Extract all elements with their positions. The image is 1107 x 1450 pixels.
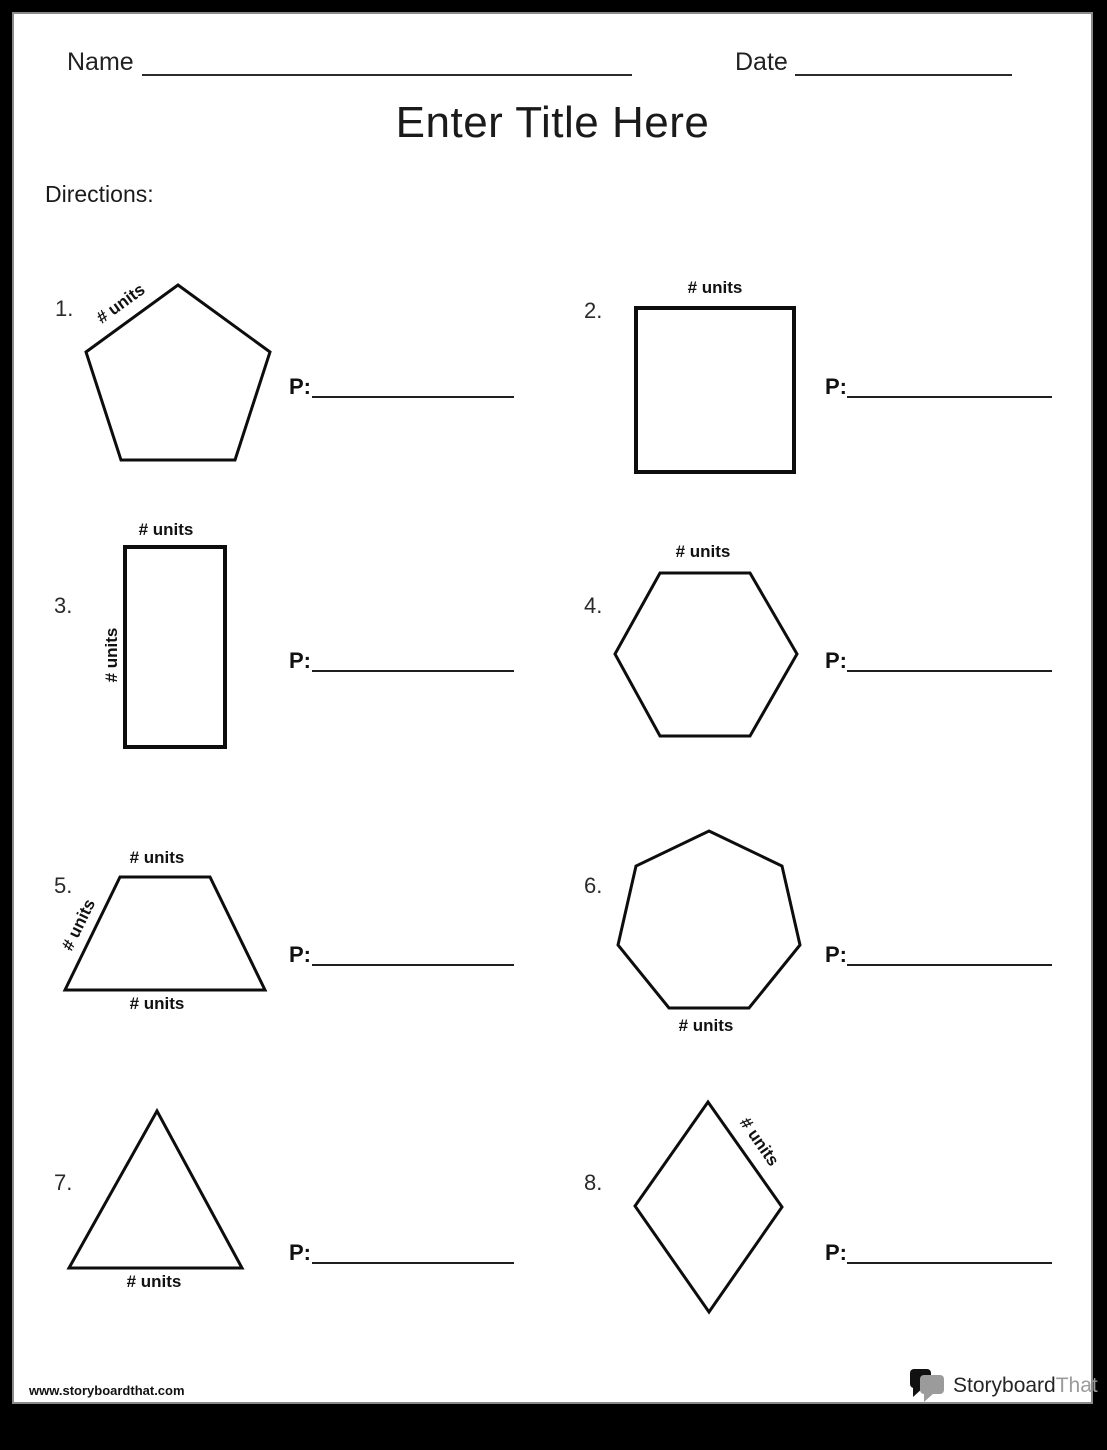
perimeter-answer-line[interactable] <box>312 944 514 966</box>
name-input-line[interactable] <box>142 74 632 76</box>
date-label: Date <box>735 48 788 76</box>
unit-label: # units <box>138 520 194 539</box>
triangle-outline <box>64 1106 246 1274</box>
perimeter-label: P: <box>825 942 847 967</box>
footer-website-url: www.storyboardthat.com <box>29 1383 185 1398</box>
unit-label: # units <box>57 895 100 954</box>
date-input-line[interactable] <box>795 74 1012 76</box>
perimeter-answer-line[interactable] <box>847 376 1052 398</box>
problem-number: 4. <box>584 593 603 618</box>
perimeter-answer-line[interactable] <box>312 1242 514 1264</box>
worksheet-page <box>12 12 1098 1404</box>
directions-label: Directions: <box>45 181 154 207</box>
name-label: Name <box>67 48 134 76</box>
perimeter-label: P: <box>289 1240 311 1265</box>
unit-label: # units <box>678 1016 734 1035</box>
unit-label: # units <box>126 1272 182 1291</box>
heptagon-outline <box>613 826 803 1014</box>
perimeter-label: P: <box>825 1240 847 1265</box>
perimeter-answer-line[interactable] <box>847 944 1052 966</box>
perimeter-answer-line[interactable] <box>847 650 1052 672</box>
problem-number: 2. <box>584 298 603 323</box>
unit-label: # units <box>92 279 149 328</box>
problem-number: 5. <box>54 873 73 898</box>
perimeter-answer-line[interactable] <box>312 650 514 672</box>
problem-number: 3. <box>54 593 73 618</box>
unit-label: # units <box>102 627 121 683</box>
problem-number: 8. <box>584 1170 603 1195</box>
perimeter-label: P: <box>825 648 847 673</box>
problem-number: 7. <box>54 1170 73 1195</box>
problem-number: 6. <box>584 873 603 898</box>
perimeter-answer-line[interactable] <box>312 376 514 398</box>
rectangle-outline <box>121 543 229 751</box>
rhombus-outline <box>629 1096 789 1318</box>
perimeter-label: P: <box>289 648 311 673</box>
unit-label: # units <box>129 848 185 867</box>
perimeter-answer-line[interactable] <box>847 1242 1052 1264</box>
hexagon-outline <box>611 569 801 740</box>
logo-text-storyboard: Storyboard <box>953 1374 1056 1397</box>
speech-bubbles-icon <box>909 1368 947 1404</box>
unit-label: # units <box>675 542 731 561</box>
logo-text-that: That <box>1055 1374 1098 1397</box>
unit-label: # units <box>735 1113 783 1170</box>
page-title[interactable]: Enter Title Here <box>395 98 710 147</box>
problem-number: 1. <box>55 296 74 321</box>
storyboardthat-logo <box>909 1368 1098 1404</box>
perimeter-label: P: <box>289 942 311 967</box>
perimeter-label: P: <box>289 374 311 399</box>
square-outline <box>632 304 798 476</box>
unit-label: # units <box>129 994 185 1013</box>
perimeter-label: P: <box>825 374 847 399</box>
unit-label: # units <box>687 278 743 297</box>
